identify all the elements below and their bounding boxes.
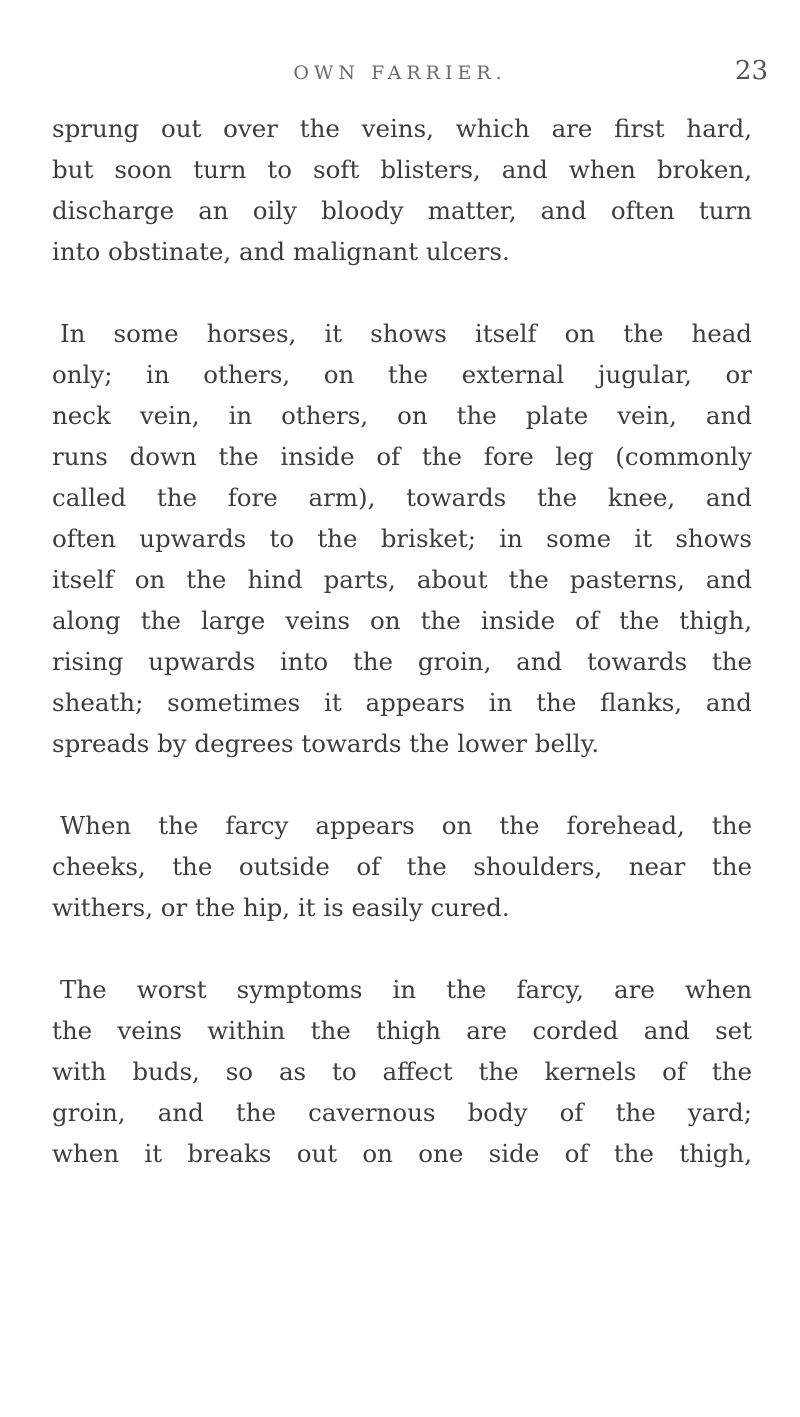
- text-line: withers, or the hip, it is easily cured.: [52, 893, 510, 922]
- text-line: with buds, so as to affect the kernels of the: [52, 1057, 752, 1086]
- paragraph-gap: [52, 764, 752, 805]
- paragraph-gap: [52, 928, 752, 969]
- text-line: sheath; sometimes it appears in the flanks, and: [52, 688, 752, 717]
- paragraph: [52, 108, 752, 272]
- text-line: In some horses, it shows itself on the head: [60, 319, 752, 348]
- paragraph-gap: [52, 272, 752, 313]
- text-line: spreads by degrees towards the lower belly.: [52, 729, 599, 758]
- text-line: often upwards to the brisket; in some it shows: [52, 524, 752, 553]
- text-line: The worst symptoms in the farcy, are when: [60, 975, 752, 1004]
- text-line: only; in others, on the external jugular, or: [52, 360, 752, 389]
- text-line: groin, and the cavernous body of the yard;: [52, 1098, 752, 1127]
- text-line: the veins within the thigh are corded and set: [52, 1016, 752, 1045]
- text-line: when it breaks out on one side of the thigh,: [52, 1139, 752, 1168]
- running-title: OWN FARRIER.: [293, 62, 507, 84]
- text-line: When the farcy appears on the forehead, the: [60, 811, 752, 840]
- text-line: neck vein, in others, on the plate vein, and: [52, 401, 752, 430]
- running-head: [0, 56, 800, 92]
- text-line: rising upwards into the groin, and towards the: [52, 647, 752, 676]
- page-number: 23: [734, 56, 768, 86]
- text-line: sprung out over the veins, which are first hard,: [52, 114, 752, 143]
- paragraph: [52, 313, 752, 764]
- text-line: along the large veins on the inside of the thigh,: [52, 606, 752, 635]
- body-text: [52, 108, 752, 1174]
- text-line: cheeks, the outside of the shoulders, near the: [52, 852, 752, 881]
- text-line: called the fore arm), towards the knee, and: [52, 483, 752, 512]
- text-line: itself on the hind parts, about the pasterns, and: [52, 565, 752, 594]
- text-line: runs down the inside of the fore leg (commonly: [52, 442, 752, 471]
- paragraph: [52, 969, 752, 1174]
- text-line: but soon turn to soft blisters, and when broken,: [52, 155, 752, 184]
- text-line: discharge an oily bloody matter, and often turn: [52, 196, 752, 225]
- paragraph: [52, 805, 752, 928]
- text-line: into obstinate, and malignant ulcers.: [52, 237, 510, 266]
